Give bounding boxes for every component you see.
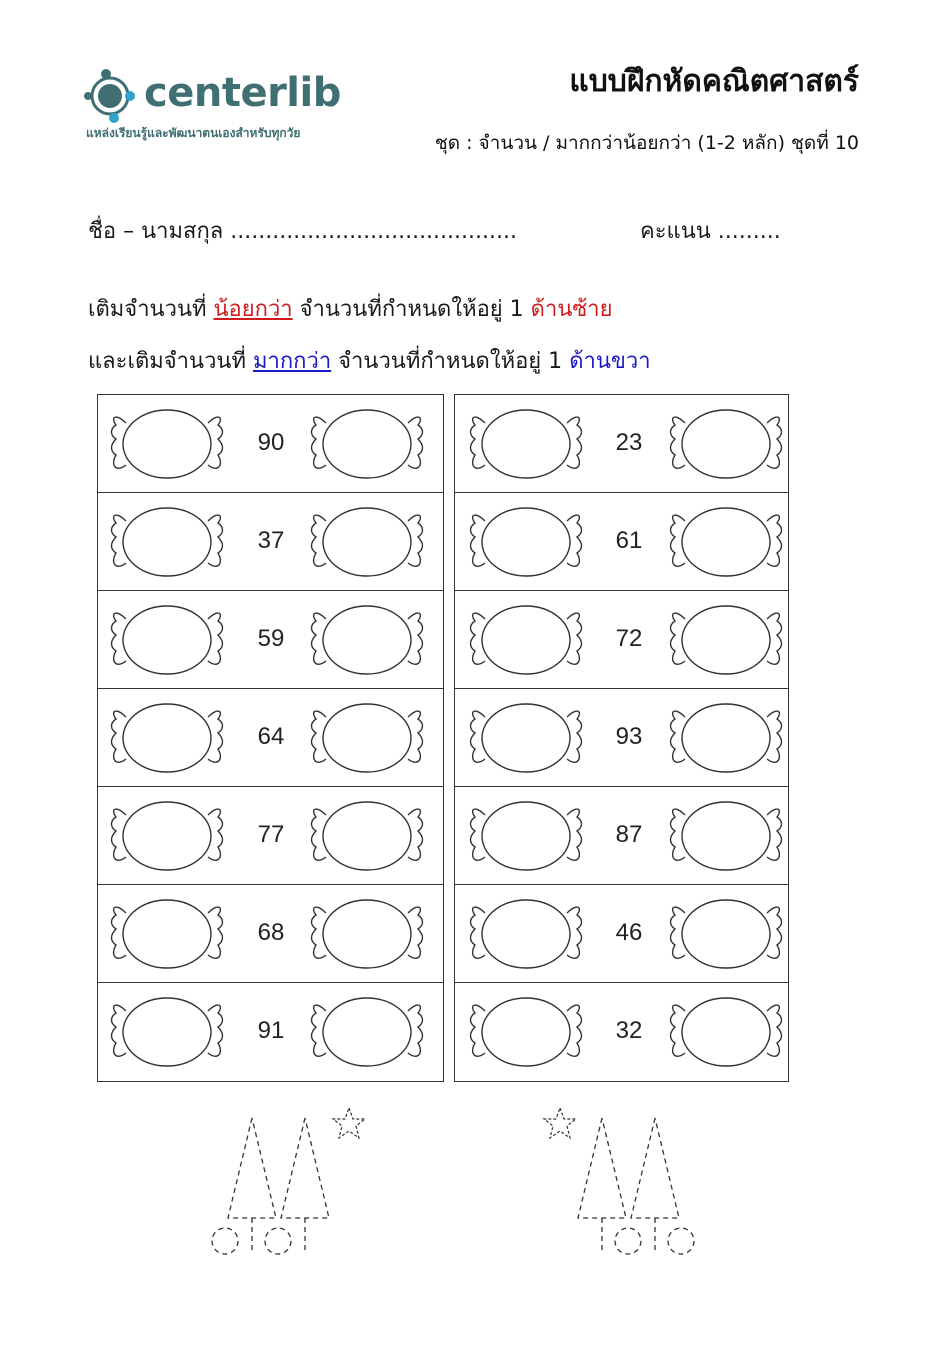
page-title: แบบฝึกหัดคณิตศาสตร์: [569, 64, 859, 99]
candy-icon[interactable]: [308, 995, 426, 1069]
given-number: 61: [615, 527, 643, 554]
instruction-line-1: [88, 291, 613, 326]
instruction-1-prefix: เติมจำนวนที่: [88, 297, 214, 322]
given-number: 59: [257, 625, 285, 652]
exercise-panel-left: [97, 394, 444, 1082]
star-icon: [544, 1108, 576, 1138]
exercise-row: [455, 983, 788, 1081]
candy-icon[interactable]: [667, 799, 785, 873]
candy-icon[interactable]: [667, 995, 785, 1069]
given-number: 68: [257, 919, 285, 946]
exercise-row: [98, 395, 443, 493]
candy-icon[interactable]: [108, 897, 226, 971]
candy-icon[interactable]: [467, 897, 585, 971]
circle-icon: [668, 1228, 694, 1254]
candy-icon[interactable]: [108, 505, 226, 579]
candy-icon[interactable]: [108, 603, 226, 677]
circle-icon: [615, 1228, 641, 1254]
instruction-1-middle: จำนวนที่กำหนดให้อยู่ 1: [292, 297, 531, 322]
exercise-row: [455, 493, 788, 591]
candy-icon[interactable]: [667, 505, 785, 579]
exercise-row: [98, 493, 443, 591]
given-number: 37: [257, 527, 285, 554]
candy-icon[interactable]: [308, 603, 426, 677]
instruction-2-middle: จำนวนที่กำหนดให้อยู่ 1: [331, 349, 570, 374]
brand-name: centerlib: [144, 70, 341, 116]
given-number: 23: [615, 429, 643, 456]
circle-icon: [265, 1228, 291, 1254]
circle-icon: [212, 1228, 238, 1254]
exercise-row: [98, 689, 443, 787]
exercise-row: [98, 983, 443, 1081]
dashed-tree-icon: [228, 1118, 276, 1218]
candy-icon[interactable]: [467, 603, 585, 677]
given-number: 93: [615, 723, 643, 750]
candy-icon[interactable]: [108, 995, 226, 1069]
candy-icon[interactable]: [108, 407, 226, 481]
tree-tracing-decoration-left: [180, 1100, 400, 1260]
given-number: 77: [257, 821, 285, 848]
instruction-2-prefix: และเติมจำนวนที่: [88, 349, 253, 374]
instruction-1-side: ด้านซ้าย: [530, 297, 613, 322]
given-number: 91: [257, 1017, 285, 1044]
molecule-icon: [84, 66, 142, 126]
brand-tagline: แหล่งเรียนรู้และพัฒนาตนเองสำหรับทุกวัย: [86, 126, 301, 140]
dashed-tree-icon: [631, 1118, 679, 1218]
candy-icon[interactable]: [667, 407, 785, 481]
exercise-row: [455, 395, 788, 493]
given-number: 90: [257, 429, 285, 456]
tree-tracing-decoration-right: [530, 1100, 750, 1260]
exercise-row: [455, 689, 788, 787]
given-number: 87: [615, 821, 643, 848]
candy-icon[interactable]: [467, 505, 585, 579]
candy-icon[interactable]: [308, 799, 426, 873]
exercise-row: [455, 885, 788, 983]
candy-icon[interactable]: [667, 701, 785, 775]
score-line: คะแนน .........: [640, 219, 781, 244]
dashed-tree-icon: [578, 1118, 626, 1218]
candy-icon[interactable]: [308, 897, 426, 971]
exercise-panel-right: [454, 394, 789, 1082]
candy-icon[interactable]: [108, 701, 226, 775]
exercise-row: [98, 591, 443, 689]
student-name-line: ชื่อ – นามสกุล .........................................: [88, 219, 517, 244]
instruction-2-side: ด้านขวา: [569, 349, 651, 374]
instruction-line-2: [88, 343, 651, 378]
brand-logo: [84, 66, 344, 146]
candy-icon[interactable]: [467, 701, 585, 775]
given-number: 32: [615, 1017, 643, 1044]
dashed-tree-icon: [281, 1118, 329, 1218]
candy-icon[interactable]: [308, 407, 426, 481]
candy-icon[interactable]: [467, 995, 585, 1069]
candy-icon[interactable]: [308, 505, 426, 579]
candy-icon[interactable]: [467, 799, 585, 873]
instruction-1-keyword: น้อยกว่า: [213, 297, 293, 322]
exercise-row: [455, 787, 788, 885]
page-subtitle: ชุด : จำนวน / มากกว่าน้อยกว่า (1-2 หลัก) ชุดที่ 10: [434, 132, 859, 154]
instruction-2-keyword: มากกว่า: [252, 349, 332, 374]
candy-icon[interactable]: [467, 407, 585, 481]
candy-icon[interactable]: [667, 603, 785, 677]
exercise-row: [98, 885, 443, 983]
exercise-row: [98, 787, 443, 885]
candy-icon[interactable]: [108, 799, 226, 873]
star-icon: [333, 1108, 365, 1138]
given-number: 46: [615, 919, 643, 946]
exercise-row: [455, 591, 788, 689]
candy-icon[interactable]: [308, 701, 426, 775]
given-number: 72: [615, 625, 643, 652]
given-number: 64: [257, 723, 285, 750]
candy-icon[interactable]: [667, 897, 785, 971]
